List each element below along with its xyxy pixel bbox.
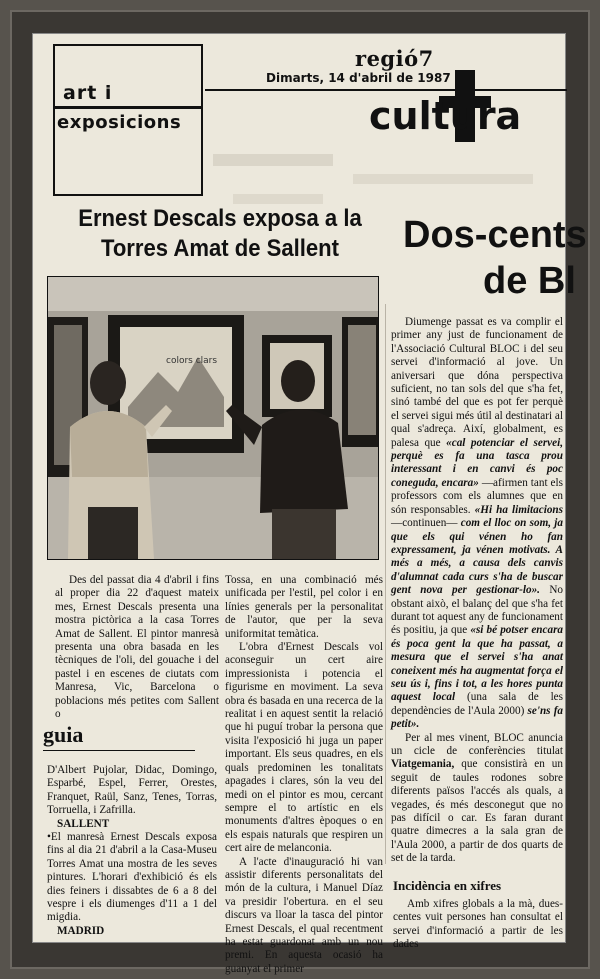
text-run: Diumenge passat es va complir el primer any just de funcionament de l'Associació Cultural BLOC i del seu servei d'informació al jove. Un aniversari que dóna perspectiva suficient, no tan sols del que s'ha fet, sinó també del que es pot fer perquè el servei sigui més útil al destinatari al qual s'adreça. Així, globalment, es palesa que [391,316,563,449]
article-paragraph: Tossa, en una combinació més unificada per l'estil, pel color i en línies generals per la personalitat de l'autor, que per la seva uniformitat temàtica. [225,574,383,640]
article-paragraph: Des del passat dia 4 d'abril i fins al proper dia 22 d'aquest mateix mes, Ernest Descals presenta una mostra pictòrica a la casa Torres Amat de Sallent. El pintor manresà presenta una obra basada en les tècniques de l'oli, del gouache i del pastel i en escenes de ciutats com Manresa, Vic, Barcelona o poblacions més petites com Sallent o [55,574,219,721]
article-paragraph: A l'acte d'inauguració hi van assistir diferents personalitats del món de la cultura, i Manuel Díaz va presidir l'obertura. en el seu discurs va lloar la tasca del pintor Ernest Descals, el qual recentment ha estat guardonat amb un nou premi. En aquesta ocasió ha guanyat el primer [225,855,383,975]
text-run: —continuen— [391,517,458,530]
text-run: que consistirà en un seguit de taules rodones sobre diferents països l'accés als quals, a vegades, és més desconegut que no pas difícil o car. Es faran durant quatre dimecres a la sala gran de l'Aula 2000, a partir de dos quarts de set de la tarda. [391,758,563,865]
right-article-column [391,316,563,866]
right-article-paragraph [391,316,563,732]
article-column-2 [225,574,383,976]
text-run: Per al mes vinent, BLOC anuncia un cicle de conferències titulat [391,731,563,757]
issue-date: Dimarts, 14 d'abril de 1987 [266,71,451,85]
article-paragraph: L'obra d'Ernest Descals vol aconseguir un cert aire impressionista i potencia el figurisme en moviment. La seva obra és basada en una recerca de la realitat i en aquest sentit la relació que hi puguí trobar la persona que visita l'exposició hi juga un paper important. Els seus quadres, en els quals predominen les tonalitats apagades i clares, són la veu del medi on el pintor es mou, cercant sempre el to artístic en els monuments d'altres èpoques o en els espais naturals que respiren un cert aire de melanconia. [225,641,383,855]
quote-run: «si bé potser encara és poca gent la que ha passat, a mesura que el servei s'ha anat coneixent més ha augmentat força el seu ús i, fins i tot, a les hores punta aquest local [391,624,564,704]
guia-rule [43,750,195,751]
guia-heading: guia [43,722,84,747]
article-photo [47,276,379,560]
header-rule [205,89,567,91]
section-label-exposicions: exposicions [57,112,182,133]
section-box [53,44,203,196]
guia-entry: •El manresà Ernest Descals exposa fins al dia 21 d'abril a la Casa-Museu Torres Amat una mostra de les seves pintures. L'horari d'exhibició és els dies feiners i dissabtes de 6 a 8 del vespre i els diumenges d'11 a 1 del migdia. [47,831,217,924]
article-headline: Ernest Descals exposa a la Torres Amat de Sallent [78,205,362,262]
painting-sign-text: colors clars [166,356,218,366]
right-article-headline-line-2: de Bl [483,260,576,302]
newspaper-name: regió7 [355,46,434,71]
quote-run: «cal potenciar el servei, perquè es fa una tasca prou interessant i en canvi és poc coneguda, encara» [391,436,564,489]
guia-listings [47,764,217,938]
right-article-subhead: Incidència en xifres [393,878,502,893]
guia-city: MADRID [57,924,105,937]
quote-run: «Hi ha limitacions [474,503,563,516]
right-article-headline-line-1: Dos-cents [403,214,587,256]
quote-run: com el lloc on som, ja que els qui vénen ho fan expressament, ja vénen motivats. A més a més, a causa dels canvis d'alumnat cada curs s'ha de buscar gent nova per gestionar-lo». [391,517,564,597]
text-run: No obstant això, el balanç del que s'ha fet durant tot aquest any de funcionament és positiu, ja que [391,584,564,637]
right-article-paragraph [391,732,563,866]
guia-city: SALLENT [57,817,110,830]
bold-run: Viatgemania, [391,758,455,771]
quote-run: se'ns fa petit». [391,704,564,731]
newspaper-clipping [32,33,587,975]
section-label-art: art i [63,82,113,104]
section-rule [55,106,201,109]
photo-illustration [48,277,378,559]
column-divider [385,304,386,864]
section-word: cultura [369,94,522,138]
right-article-final-column [393,898,563,952]
right-article-paragraph: Amb xifres globals a la mà, dues-centes vuit persones han consultat el servei d'informació a partir de les dades [393,898,563,951]
article-column-1 [55,574,219,721]
text-run: —afirmen tant els professors com els alumnes que en són responsables. [391,476,563,516]
text-run: (una sala de les dependències de l'Aula 2000) [391,691,563,717]
guia-intro: D'Albert Pujolar, Didac, Domingo, Esparbé, Espel, Ferrer, Orestes, Franquet, Raül, Sanz, Tenes, Torras, Torruella, i Zafrilla. [47,764,217,817]
